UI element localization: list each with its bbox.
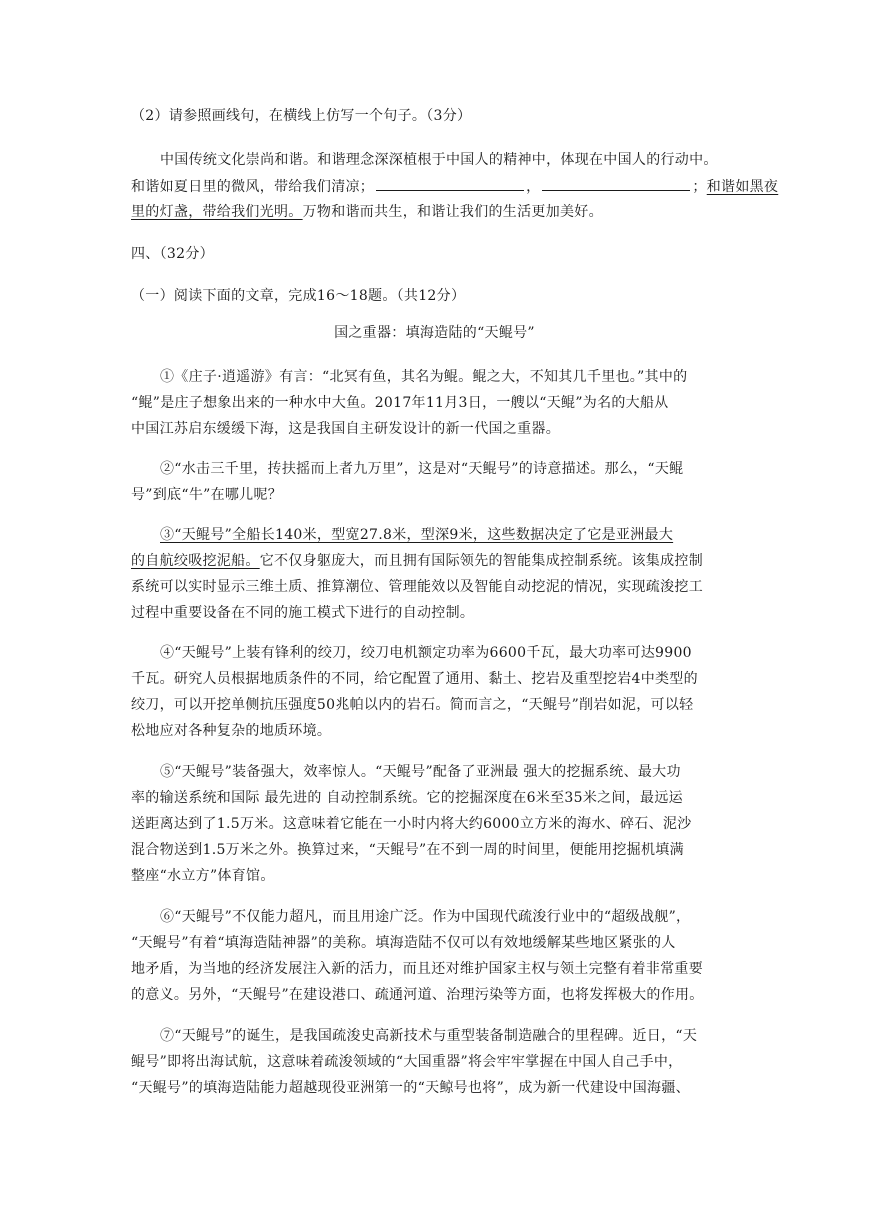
q2-text: 和谐如夏日里的微风，带给我们清凉； xyxy=(131,179,375,195)
paragraph-4-line: 绞刀，可以开挖单侧抗压强度50兆帕以内的岩石。简而言之，“天鲲号”削岩如泥，可以轻 xyxy=(131,697,694,713)
paragraph-4-line: 千瓦。研究人员根据地质条件的不同，给它配置了通用、黏土、挖岩及重型挖岩4中类型的 xyxy=(131,671,698,687)
q2-text: 万物和谐而共生，和谐让我们的生活更加美好。 xyxy=(302,204,603,220)
paragraph-4-line: 松地应对各种复杂的地质环境。 xyxy=(131,723,332,739)
paragraph-3-underlined-line: ③“天鲲号”全船长140米，型宽27.8米，型深9米，这些数据决定了它是亚洲最大 xyxy=(160,527,674,543)
underlined-sentence: 的自航绞吸挖泥船。 xyxy=(131,553,260,569)
answer-blank-2[interactable] xyxy=(542,176,690,191)
paragraph-2-line: ②“水击三千里，抟扶摇而上者九万里”，这是对“天鲲号”的诗意描述。那么，“天鲲 xyxy=(160,461,684,477)
q2-separator: ， xyxy=(526,179,541,195)
paragraph-6-line: ⑥“天鲲号”不仅能力超凡，而且用途广泛。作为中国现代疏浚行业中的“超级战舰”， xyxy=(160,909,691,925)
paragraph-6-line: “天鲲号”有着“填海造陆神器”的美称。填海造陆不仅可以有效地缓解某些地区紧张的人 xyxy=(131,935,676,951)
paragraph-1-line: 中国江苏启东缓缓下海，这是我国自主研发设计的新一代国之重器。 xyxy=(131,421,560,437)
reading-part-1-instructions: （一）阅读下面的文章，完成16～18题。（共12分） xyxy=(131,288,466,304)
q2-passage-line-3 xyxy=(131,202,603,222)
q2-separator: ； xyxy=(692,179,707,195)
q2-passage-line-2 xyxy=(131,176,778,197)
paragraph-5-line: 率的输送系统和国际 最先进的 自动控制系统。它的挖掘深度在6米至35米之间，最远运 xyxy=(131,790,683,806)
paragraph-3-line: 过程中重要设备在不同的施工模式下进行的自动控制。 xyxy=(131,605,475,621)
paragraph-6-line: 的意义。另外，“天鲲号”在建设港口、疏通河道、治理污染等方面，也将发挥极大的作用。 xyxy=(131,987,704,1003)
question-2-prompt: （2）请参照画线句，在横线上仿写一个句子。（3分） xyxy=(131,108,472,124)
paragraph-5-line: 送距离达到了1.5万米。这意味着它能在一小时内将大约6000立方米的海水、碎石、泥沙 xyxy=(131,816,692,832)
section-4-heading: 四、（32分） xyxy=(131,246,214,262)
paragraph-3-line: 系统可以实时显示三维土质、推算潮位、管理能效以及智能自动挖泥的情况，实现疏浚挖工 xyxy=(131,579,703,595)
answer-blank-1[interactable] xyxy=(376,176,524,191)
underlined-sentence: 里的灯盏，带给我们光明。 xyxy=(131,204,303,220)
paragraph-2-line: 号”到底“牛”在哪儿呢？ xyxy=(131,487,283,503)
paragraph-3-text: 它不仅身躯庞大，而且拥有国际领先的智能集成控制系统。该集成控制 xyxy=(259,553,704,569)
paragraph-7-line: ⑦“天鲲号”的诞生，是我国疏浚史高新技术与重型装备制造融合的里程碑。近日，“天 xyxy=(160,1028,698,1044)
paragraph-5-line: ⑤“天鲲号”装备强大，效率惊人。“天鲲号”配备了亚洲最 强大的挖掘系统、最大功 xyxy=(160,764,681,780)
paragraph-6-line: 地矛盾，为当地的经济发展注入新的活力，而且还对维护国家主权与领土完整有着非常重要 xyxy=(131,961,703,977)
paragraph-4-line: ④“天鲲号”上装有锋利的绞刀，绞刀电机额定功率为6600千瓦，最大功率可达9900 xyxy=(160,645,692,661)
paragraph-5-line: 整座“水立方”体育馆。 xyxy=(131,868,275,884)
paragraph-3-line xyxy=(131,551,703,571)
paragraph-1-line: ①《庄子·逍遥游》有言：“北冥有鱼，其名为鲲。鲲之大，不知其几千里也。”其中的 xyxy=(160,369,688,385)
article-title: 国之重器：填海造陆的“天鲲号” xyxy=(334,325,535,341)
paragraph-7-line: “天鲲号”的填海造陆能力超越现役亚洲第一的“天鲸号也将”，成为新一代建设中国海疆、 xyxy=(131,1080,690,1096)
paragraph-5-line: 混合物送到1.5万米之外。换算过来，“天鲲号”在不到一周的时间里，便能用挖掘机填满 xyxy=(131,842,684,858)
underlined-sentence: 和谐如黑夜 xyxy=(706,179,779,195)
paragraph-7-line: 鲲号”即将出海试航，这意味着疏浚领域的“大国重器”将会牢牢掌握在中国人自己手中， xyxy=(131,1054,683,1070)
q2-passage-line-1: 中国传统文化崇尚和谐。和谐理念深深植根于中国人的精神中，体现在中国人的行动中。 xyxy=(160,152,718,168)
paragraph-1-line: “鲲”是庄子想象出来的一种水中大鱼。2017年11月3日，一艘以“天鲲”为名的大船从 xyxy=(131,395,669,411)
